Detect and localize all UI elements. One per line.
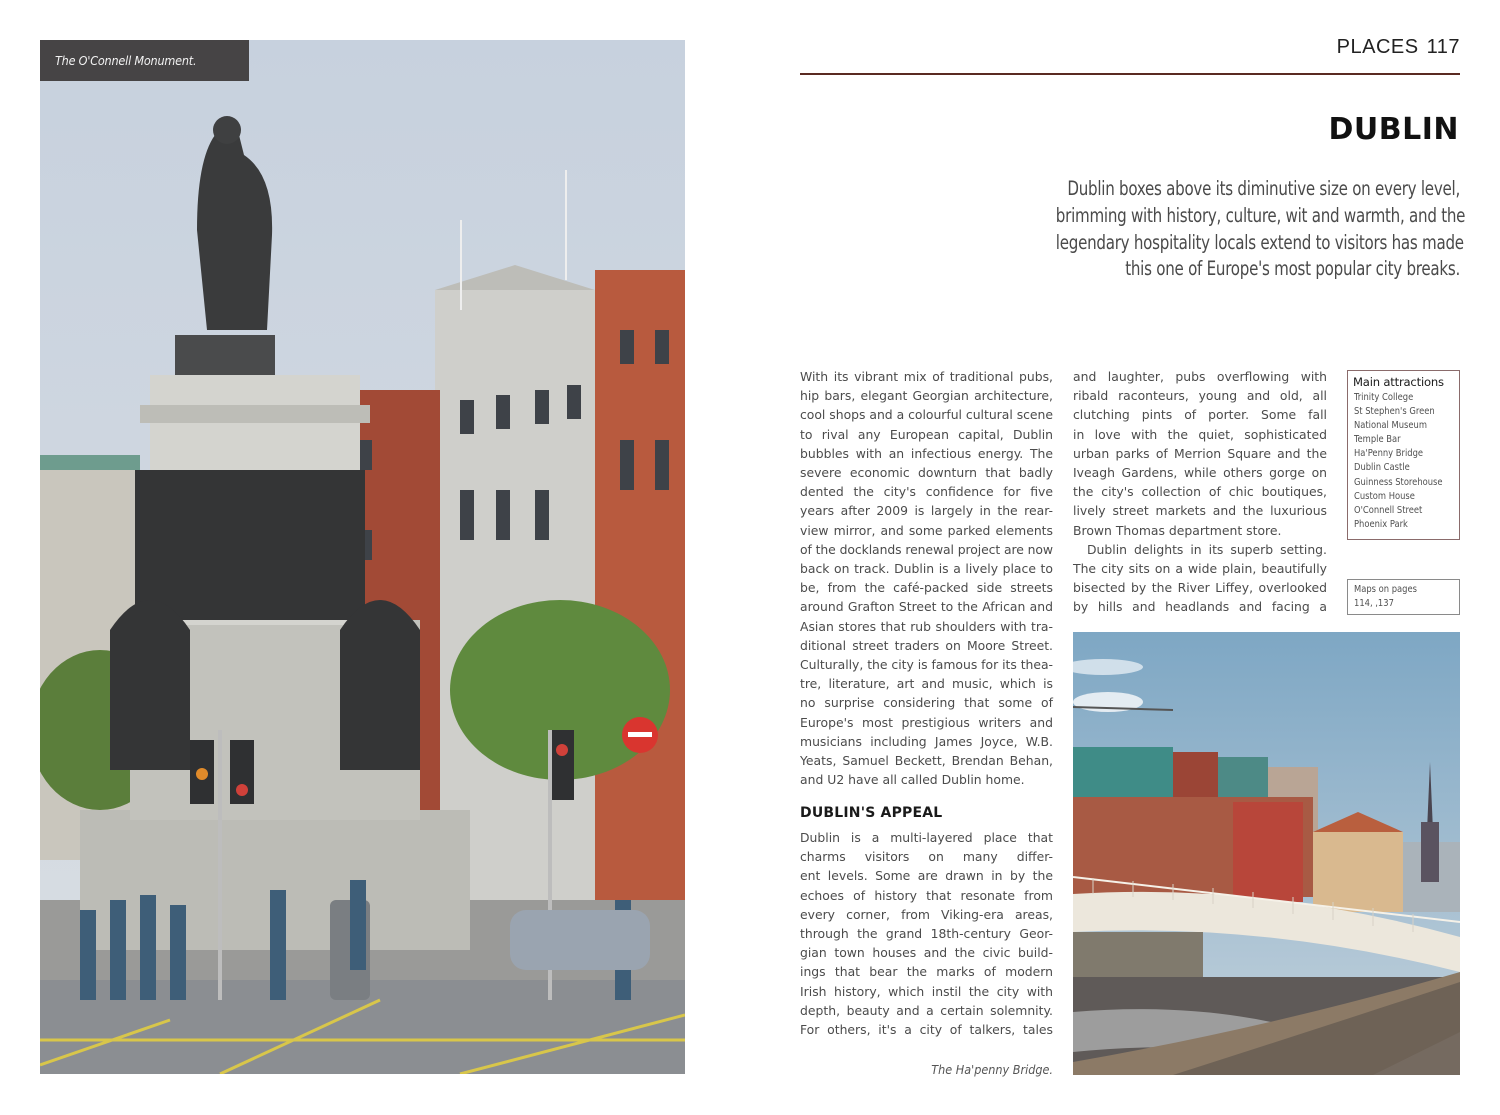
body-line: of the docklands renewal project are now [800, 541, 1053, 557]
body-line: ditional street traders on Moore Street. [800, 637, 1053, 653]
running-head [1337, 36, 1460, 59]
oconnell-monument-photo [40, 40, 685, 1074]
body-line: bisected by the River Liffey, overlooked [1073, 580, 1327, 596]
header-rule [800, 73, 1460, 75]
body-line: Dublin delights in its superb setting. [1087, 541, 1327, 557]
attraction-item: Temple Bar [1354, 434, 1401, 446]
body-line: and laughter, pubs overflowing with [1073, 369, 1327, 384]
attraction-item: Phoenix Park [1354, 518, 1408, 530]
chapter-title: DUBLIN [1328, 112, 1459, 147]
body-line: years after 2009 is largely in the rear- [800, 503, 1053, 519]
body-line: tre, literature, art and music, which is [800, 676, 1053, 692]
body-line: urban parks of Merrion Square and the [1073, 445, 1327, 461]
body-line: The city sits on a wide plain, beautifully [1073, 561, 1327, 577]
attraction-item: Dublin Castle [1354, 462, 1410, 474]
body-line: clutching pints of porter. Some fall [1073, 407, 1327, 423]
body-line: Asian stores that rub shoulders with tra- [800, 618, 1053, 634]
attraction-item: Ha'Penny Bridge [1354, 448, 1424, 460]
attraction-item: Guinness Storehouse [1354, 476, 1443, 488]
monument-illustration [40, 40, 685, 1074]
body-line: through the grand 18th-century Geor- [800, 926, 1053, 942]
photo-caption: The O'Connell Monument. [40, 40, 249, 81]
hapenny-bridge-photo [1073, 632, 1460, 1075]
maps-pages: 114, ,137 [1354, 597, 1394, 609]
body-line: cool shops and a colourful cultural scene [800, 407, 1053, 423]
body-line: hip bars, elegant Georgian architecture, [800, 388, 1053, 404]
body-column-1 [800, 367, 1053, 789]
body-line: lively street markets and the luxurious [1073, 503, 1327, 519]
intro-paragraph [1055, 176, 1466, 283]
maps-reference-box [1347, 579, 1460, 615]
body-line: echoes of history that resonate from [800, 887, 1053, 903]
body-line: ent levels. Some are drawn in by the [800, 868, 1053, 884]
body-line: severe economic downturn that badly [800, 465, 1053, 481]
body-line: every corner, from Viking-era areas, [800, 906, 1053, 922]
section-label: PLACES [1336, 36, 1419, 58]
body-line: bubbles with an infectious energy. The [800, 445, 1053, 461]
body-line: Yeats, Samuel Beckett, Brendan Behan, [800, 753, 1053, 769]
body-line: view mirror, and some parked elements [800, 522, 1053, 538]
intro-line: Dublin boxes above its diminutive size on every level, [1067, 177, 1460, 200]
attraction-item: National Museum [1354, 420, 1427, 432]
body-line: dented the city's confidence for five [800, 484, 1053, 500]
body-line: gian town houses and the civic build- [800, 945, 1053, 961]
main-attractions-box [1347, 370, 1460, 540]
body-line: ings that bear the marks of modern [800, 964, 1053, 980]
body-line: depth, beauty and a certain solemnity. [800, 1002, 1053, 1018]
body-line: be, from the café-packed side streets [800, 580, 1053, 596]
maps-label: Maps on pages [1354, 584, 1417, 595]
body-line: and U2 have all called Dublin home. [800, 772, 1025, 788]
page-number: 117 [1426, 36, 1460, 58]
bridge-illustration [1073, 632, 1460, 1075]
body-line: the city's collection of chic boutiques, [1073, 484, 1327, 500]
attraction-item: St Stephen's Green [1354, 406, 1435, 418]
body-line: ribald raconteurs, young and old, all [1073, 388, 1327, 404]
body-line: For others, it's a city of talkers, tales [800, 1022, 1053, 1038]
intro-line: legendary hospitality locals extend to visitors has made [1055, 230, 1464, 254]
bridge-photo-caption: The Ha'penny Bridge. [931, 1062, 1053, 1077]
body-line: With its vibrant mix of traditional pubs, [800, 369, 1053, 384]
body-line: in love with the quiet, sophisticated [1073, 426, 1327, 442]
body-line: Dublin is a multi-layered place that [800, 830, 1053, 845]
body-line: around Grafton Street to the African and [800, 599, 1053, 615]
body-line: charms visitors on many differ- [800, 849, 1053, 865]
intro-line: this one of Europe's most popular city breaks. [1125, 257, 1460, 281]
body-line: no surprise considering that some of [800, 695, 1053, 711]
attractions-list [1353, 391, 1459, 532]
main-attractions-title: Main attractions [1353, 375, 1444, 389]
body-line: Culturally, the city is famous for its thea- [800, 657, 1053, 673]
body-line: by hills and headlands and facing a [1073, 599, 1327, 615]
body-column-1-continued [800, 828, 1053, 1039]
attraction-item: Trinity College [1354, 392, 1414, 403]
body-line: Iveagh Gardens, while others gorge on [1073, 465, 1327, 481]
body-column-2 [1073, 367, 1327, 617]
body-line: Brown Thomas department store. [1073, 522, 1282, 538]
body-line: musicians including James Joyce, W.B. [800, 733, 1053, 749]
subheading-dublins-appeal: DUBLIN'S APPEAL [800, 805, 943, 821]
attraction-item: O'Connell Street [1354, 504, 1423, 516]
body-line: Irish history, which instil the city with [800, 983, 1053, 999]
body-line: Europe's most prestigious writers and [800, 714, 1053, 730]
intro-line: brimming with history, culture, wit and warmth, and the [1055, 203, 1466, 227]
attraction-item: Custom House [1354, 490, 1415, 502]
body-line: back on track. Dublin is a lively place to [800, 561, 1053, 577]
body-line: to rival any European capital, Dublin [800, 426, 1053, 442]
